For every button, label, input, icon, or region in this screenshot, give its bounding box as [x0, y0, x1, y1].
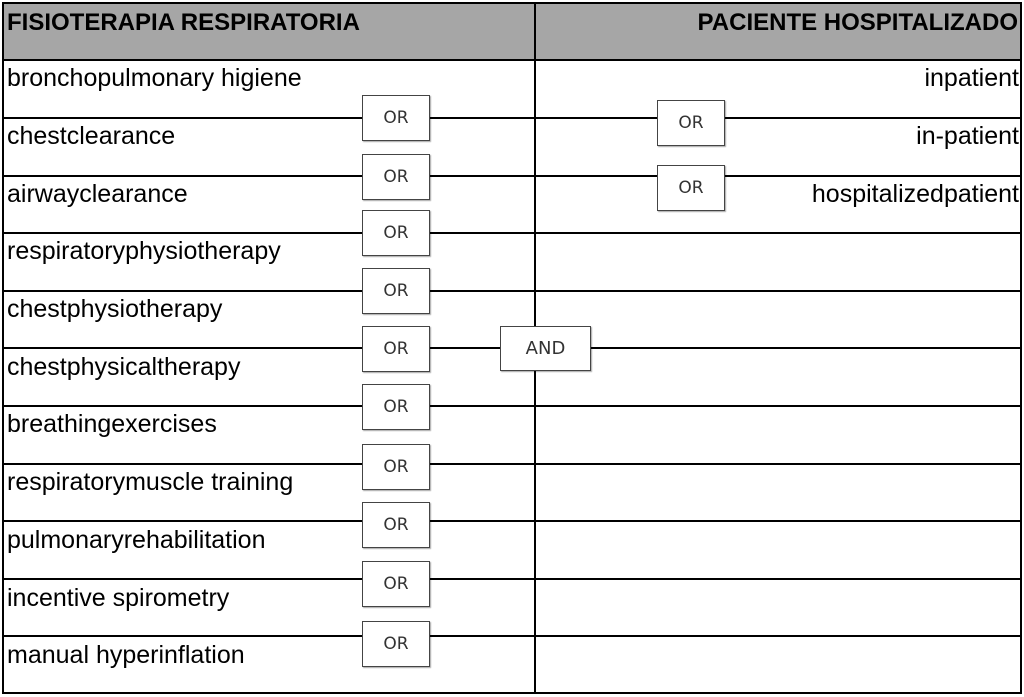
row-separator — [3, 405, 1022, 407]
left-term-4: respiratoryphysiotherapy — [7, 237, 281, 265]
left-term-9: pulmonaryrehabilitation — [7, 526, 266, 554]
or-operator-box-left: OR — [362, 326, 430, 372]
or-operator-box-left: OR — [362, 268, 430, 314]
left-term-3: airwayclearance — [7, 180, 188, 208]
right-term-2: in-patient — [916, 122, 1019, 150]
row-separator — [3, 520, 1022, 522]
header-paciente-hospitalizado: PACIENTE HOSPITALIZADO — [536, 3, 1020, 60]
row-separator — [3, 232, 1022, 234]
left-term-8: respiratorymuscle training — [7, 468, 294, 496]
border-top — [3, 2, 1022, 4]
right-term-3: hospitalizedpatient — [811, 180, 1019, 208]
left-term-11: manual hyperinflation — [7, 641, 245, 669]
or-operator-box-left: OR — [362, 154, 430, 200]
row-separator — [3, 463, 1022, 465]
or-operator-box-left: OR — [362, 561, 430, 607]
or-operator-box-right: OR — [657, 100, 725, 146]
left-term-5: chestphysiotherapy — [7, 295, 223, 323]
left-term-1: bronchopulmonary higiene — [7, 64, 302, 92]
row-separator — [3, 117, 1022, 119]
right-term-1: inpatient — [924, 64, 1019, 92]
left-term-10: incentive spirometry — [7, 584, 230, 612]
row-separator — [3, 635, 1022, 637]
left-term-6: chestphysicaltherapy — [7, 353, 241, 381]
and-operator-box: AND — [500, 326, 591, 371]
left-term-2: chestclearance — [7, 122, 176, 150]
border-bottom — [3, 692, 1022, 694]
or-operator-box-left: OR — [362, 444, 430, 490]
row-separator — [3, 175, 1022, 177]
header-fisioterapia-respiratoria: FISIOTERAPIA RESPIRATORIA — [3, 3, 536, 60]
or-operator-box-right: OR — [657, 165, 725, 211]
row-separator — [3, 578, 1022, 580]
or-operator-box-left: OR — [362, 502, 430, 548]
row-separator — [3, 290, 1022, 292]
or-operator-box-left: OR — [362, 210, 430, 256]
left-term-7: breathingexercises — [7, 410, 217, 438]
or-operator-box-left: OR — [362, 384, 430, 430]
or-operator-box-left: OR — [362, 621, 430, 667]
border-header-bottom — [3, 59, 1022, 61]
or-operator-box-left: OR — [362, 95, 430, 141]
